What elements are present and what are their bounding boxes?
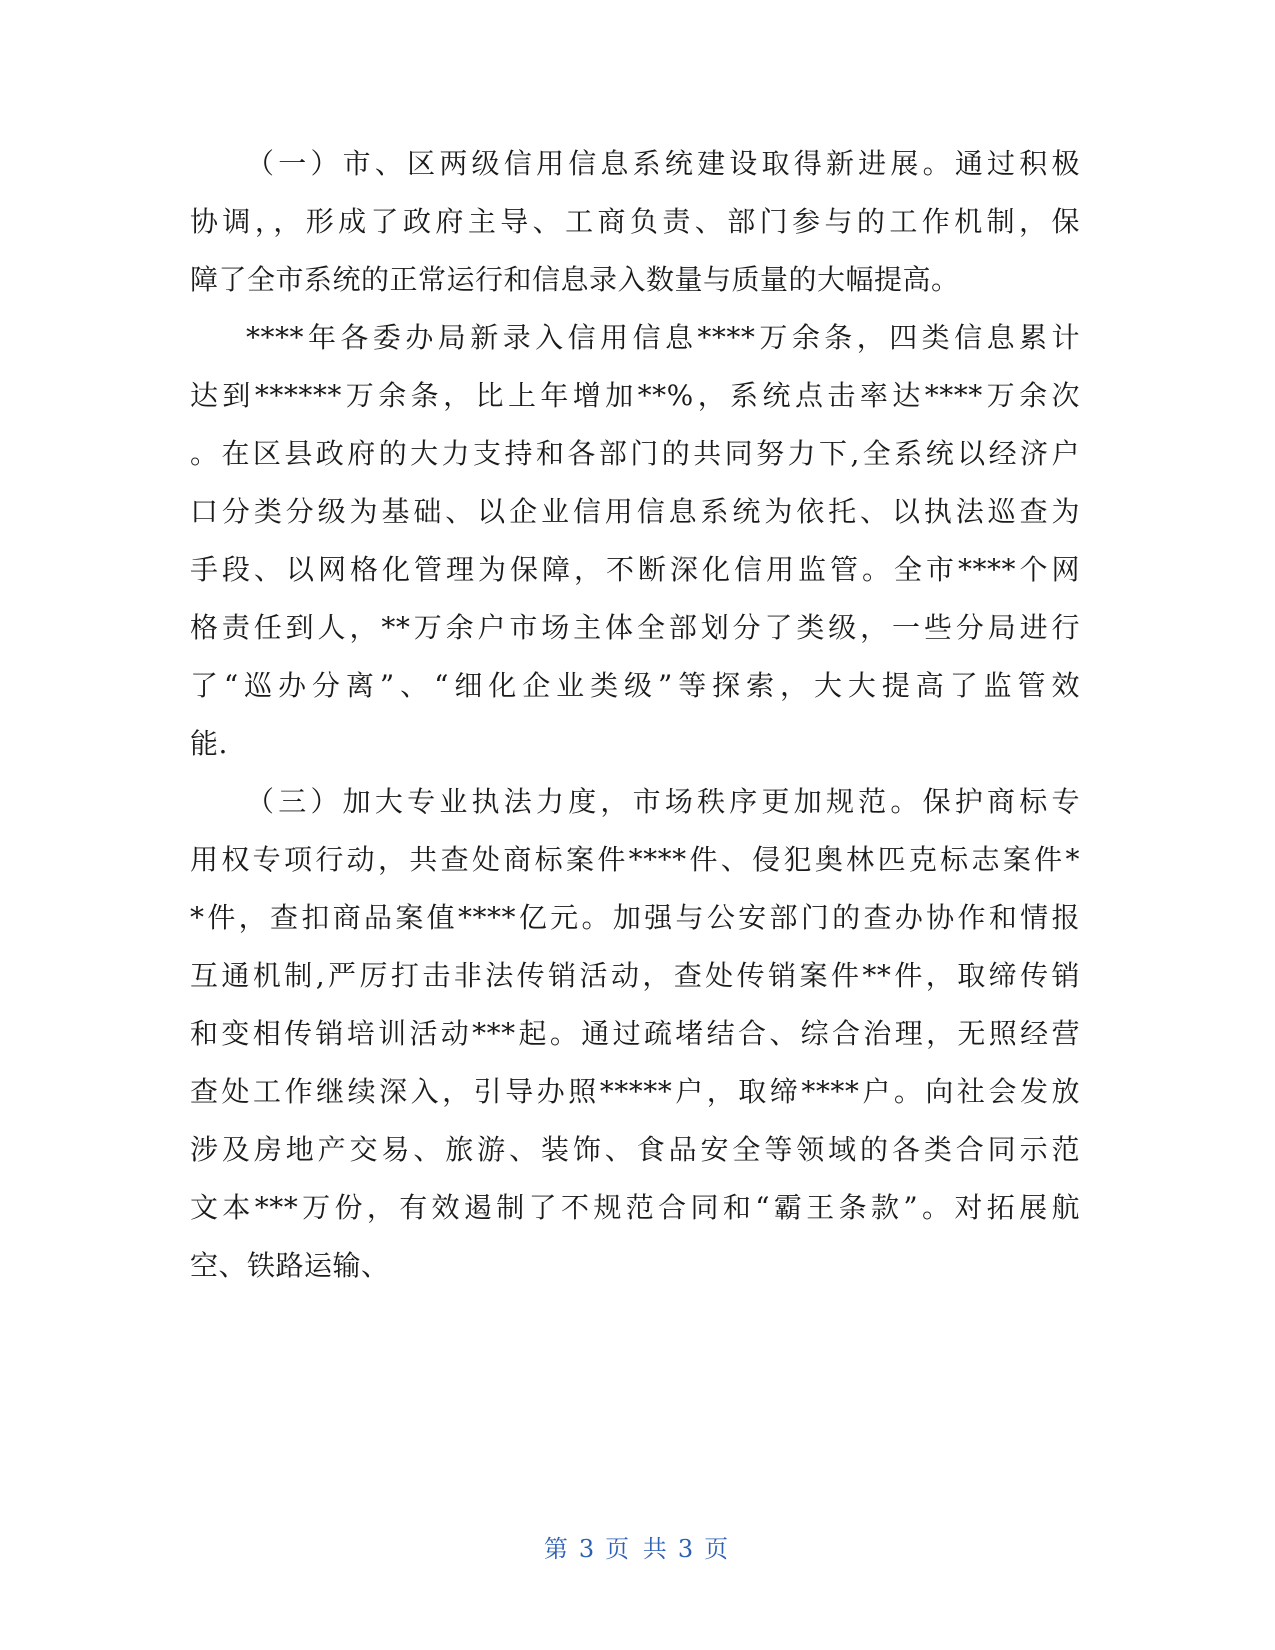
paragraph-1-line-2: 协调，，形成了政府主导、工商负责、部门参与的工作机制，保 — [190, 205, 1080, 238]
paragraph-3-line-4: 互通机制,严厉打击非法传销活动，查处传销案件**件，取缔传销 — [190, 959, 1080, 992]
page-number-footer — [0, 1534, 1275, 1564]
paragraph-3-line-9: 空、铁路运输、 — [190, 1249, 390, 1282]
paragraph-3-line-3: *件，查扣商品案值****亿元。加强与公安部门的查办协作和情报 — [190, 901, 1080, 934]
paragraph-2-line-1: ****年各委办局新录入信用信息****万余条，四类信息累计 — [246, 321, 1080, 354]
paragraph-1-line-1: （一）市、区两级信用信息系统建设取得新进展。通过积极 — [246, 147, 1080, 180]
paragraph-3-line-2: 用权专项行动，共查处商标案件****件、侵犯奥林匹克标志案件* — [190, 843, 1080, 876]
paragraph-3-line-7: 涉及房地产交易、旅游、装饰、食品安全等领域的各类合同示范 — [190, 1133, 1080, 1166]
footer-total-pages: 3 — [677, 1535, 697, 1563]
paragraph-3-line-8: 文本***万份，有效遏制了不规范合同和“霸王条款”。对拓展航 — [190, 1191, 1080, 1224]
paragraph-2-line-5: 手段、以网格化管理为保障，不断深化信用监管。全市****个网 — [190, 553, 1080, 586]
paragraph-2-line-7: 了“巡办分离”、“细化企业类级”等探索，大大提高了监管效 — [190, 669, 1080, 702]
paragraph-2-line-6: 格责任到人，**万余户市场主体全部划分了类级，一些分局进行 — [190, 611, 1080, 644]
paragraph-3-line-5: 和变相传销培训活动***起。通过疏堵结合、综合治理，无照经营 — [190, 1017, 1080, 1050]
footer-suffix: 页 — [704, 1535, 732, 1563]
footer-prefix: 第 — [543, 1535, 571, 1563]
paragraph-2-line-2: 达到******万余条，比上年增加**%，系统点击率达****万余次 — [190, 379, 1080, 412]
paragraph-3-line-1: （三）加大专业执法力度，市场秩序更加规范。保护商标专 — [246, 785, 1080, 818]
paragraph-2-line-4: 口分类分级为基础、以企业信用信息系统为依托、以执法巡查为 — [190, 495, 1080, 528]
paragraph-2-line-3: 。在区县政府的大力支持和各部门的共同努力下,全系统以经济户 — [190, 437, 1080, 470]
paragraph-2-line-8: 能. — [190, 727, 228, 760]
paragraph-1-line-3: 障了全市系统的正常运行和信息录入数量与质量的大幅提高。 — [190, 263, 960, 296]
paragraph-3-line-6: 查处工作继续深入，引导办照*****户，取缔****户。向社会发放 — [190, 1075, 1080, 1108]
footer-middle: 页 共 — [605, 1535, 670, 1563]
footer-current-page: 3 — [578, 1535, 598, 1563]
